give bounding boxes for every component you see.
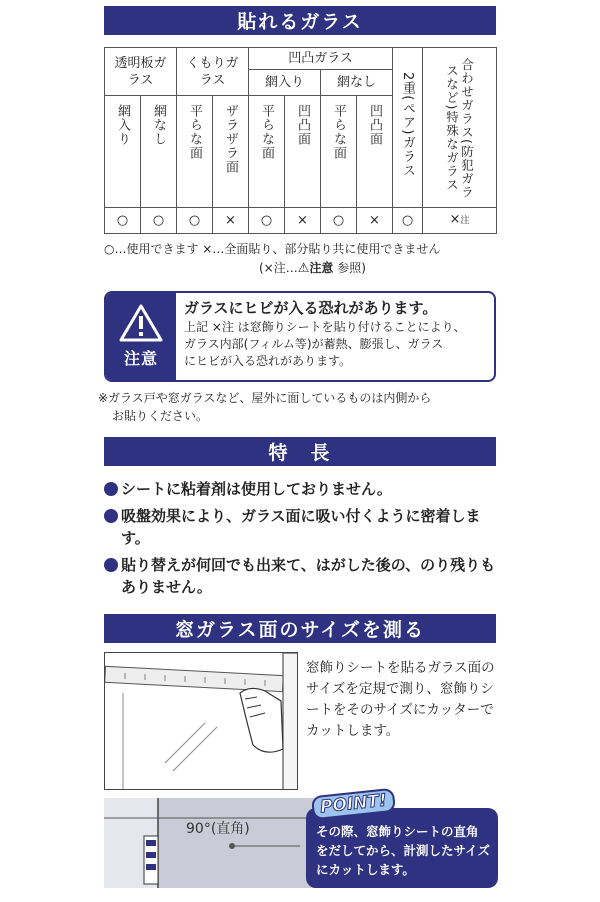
point-text: その際、窓飾りシートの直角をだしてから、計測したサイズにカットします。 — [316, 824, 491, 877]
measure-instructions: 窓飾りシートを貼るガラス面のサイズを定規で測り、窓飾りシートをそのサイズにカッターでカットします。 — [306, 660, 495, 739]
bullet-icon — [104, 558, 118, 572]
glass-compatibility-table — [104, 47, 497, 234]
caution-title: ガラスにヒビが入る恐れがあります。 — [184, 299, 438, 317]
bullet-icon — [104, 482, 118, 496]
point-badge: POINT! — [311, 788, 396, 821]
sub-nowire: 網なし — [141, 96, 177, 208]
list-item: シートに粘着剤は使用しておりません。 — [104, 478, 504, 500]
header-frosted-glass: くもりガラス — [177, 48, 249, 96]
mark-cell: ○ — [393, 208, 423, 234]
mark-cell: × — [357, 208, 393, 234]
mark-cell: ○ — [141, 208, 177, 234]
caution-body-2: ガラス内部(フィルム等)が蓄熱、膨張し、ガラス — [184, 337, 444, 351]
measuring-illustration — [104, 652, 298, 790]
caution-body-1: 上記 ×注 は窓飾りシートを貼り付けることにより、 — [184, 320, 466, 334]
glass-section-title — [104, 6, 496, 35]
features-section-title: 特 長 — [104, 437, 496, 466]
header-clear-glass: 透明板ガラス — [105, 48, 177, 96]
mark-cell: ○ — [105, 208, 141, 234]
header-double-glass: 2重(ペア)ガラス — [393, 48, 423, 208]
caution-body-3: にヒビが入る恐れがあります。 — [184, 354, 352, 368]
sub-bumpy-nowire: 凹凸面 — [357, 96, 393, 208]
sub-bumpy-wired: 凹凸面 — [285, 96, 321, 208]
sub-flat-frosted: 平らな面 — [177, 96, 213, 208]
features-list — [104, 478, 504, 603]
sub-flat-wired: 平らな面 — [249, 96, 285, 208]
header-patterned-nowire: 網なし — [321, 70, 393, 96]
list-item: 貼り替えが何回でも出来て、はがした後の、のり残りもありません。 — [104, 554, 504, 598]
mark-cell: ○ — [249, 208, 285, 234]
sub-wired: 網入り — [105, 96, 141, 208]
mark-cell: ○ — [177, 208, 213, 234]
mark-cell-special: ×注 — [423, 208, 497, 234]
angle-label: 90°(直角) — [186, 821, 250, 837]
header-special-glass: 合わせガラス(防犯ガラスなど)特殊なガラス — [423, 48, 497, 208]
footnote-line-1: ※ガラス戸や窓ガラスなど、屋外に面しているものは内側から — [98, 391, 432, 405]
list-item: 吸盤効果により、ガラス面に吸い付くように密着します。 — [104, 505, 504, 549]
footnote-line-2: お貼りください。 — [112, 409, 209, 423]
caution-badge — [106, 293, 176, 380]
legend-line-2: (×注…⚠注意 参照) — [259, 261, 366, 276]
mark-cell: ○ — [321, 208, 357, 234]
bullet-icon — [104, 509, 118, 523]
mark-cell: × — [213, 208, 249, 234]
glass-section-title-text: 貼れるガラス — [237, 11, 363, 33]
measure-section-title: 窓ガラス面のサイズを測る — [104, 614, 496, 643]
warning-triangle-icon — [119, 304, 163, 342]
sub-flat-nowire: 平らな面 — [321, 96, 357, 208]
sub-rough-frosted: ザラザラ面 — [213, 96, 249, 208]
table-legend — [104, 240, 504, 278]
footnote — [98, 389, 508, 425]
caution-box — [104, 291, 496, 382]
caution-label: 注意 — [123, 349, 158, 368]
header-patterned-glass: 凹凸ガラス — [249, 48, 393, 70]
mark-cell: × — [285, 208, 321, 234]
header-patterned-wired: 網入り — [249, 70, 321, 96]
legend-line-1: ○…使用できます ×…全面貼り、部分貼り共に使用できません — [104, 242, 441, 256]
point-box — [306, 808, 498, 888]
warning-triangle-icon: ⚠ — [297, 261, 310, 276]
